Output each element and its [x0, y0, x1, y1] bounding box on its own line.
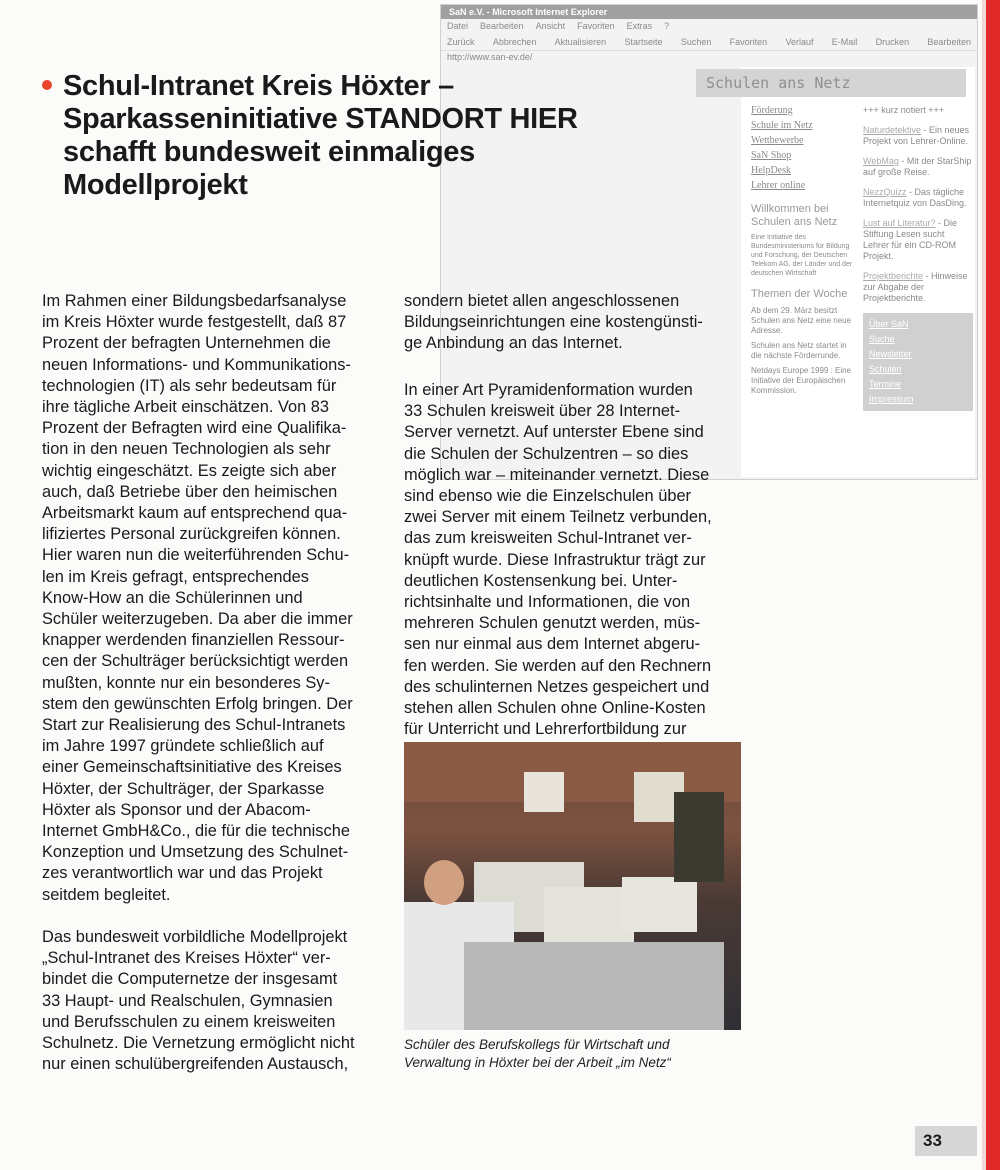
browser-menu — [441, 19, 977, 34]
browser-toolbar — [441, 34, 977, 51]
site-news-item: WebMag - Mit der StarShip auf große Reise. — [863, 156, 972, 177]
site-nav-link: HelpDesk — [751, 165, 791, 176]
headline-line: schafft bundesweit einmaliges — [63, 136, 475, 168]
body-paragraph-2: Das bundesweit vorbildliche Modellprojekt „Schul-Intranet des Kreises Höxter“ ver- bindet die Computernetze der insgesamt 33 Haupt- und Realschulen, Gymnasien und Berufsschulen zu einem kreisweiten Schulnetz. Die Vernetzung ermöglicht nicht nur einen schulübergreifenden Austausch, — [42, 928, 355, 1074]
page-number: 33 — [915, 1126, 977, 1156]
site-news — [863, 105, 973, 411]
site-theme: Schulen ans Netz startet in die nächste Förderrunde. — [751, 341, 847, 360]
site-news-item: Naturdetektive - Ein neues Projekt von Lehrer-Online. — [863, 125, 970, 146]
headline-line: Sparkasseninitiative STANDORT HIER — [63, 103, 578, 135]
site-theme: Ab dem 29. März besitzt Schulen ans Netz eine neue Adresse. — [751, 306, 852, 335]
browser-tool: Aktualisieren — [554, 37, 607, 47]
caption-line: Schüler des Berufskollegs für Wirtschaft und — [404, 1037, 670, 1052]
browser-tool: Verlauf — [785, 37, 814, 47]
headline-line: Schul-Intranet Kreis Höxter – — [63, 70, 454, 102]
site-main — [751, 105, 856, 396]
browser-menu-item: ? — [664, 21, 670, 31]
site-theme: Netdays Europe 1999 : Eine Initiative der Europäischen Kommission. — [751, 366, 852, 395]
body-paragraph-3: sondern bietet allen angeschlossenen Bildungseinrichtungen eine kostengünsti- ge Anbindung an das Internet. — [404, 292, 703, 353]
browser-tool: Drucken — [875, 37, 910, 47]
browser-tool: Zurück — [447, 37, 475, 47]
site-news-item: Lust auf Literatur? - Die Stiftung Lesen sucht Lehrer für ein CD-ROM Projekt. — [863, 218, 958, 261]
headline-line: Modellprojekt — [63, 169, 248, 201]
site-nav-link: Lehrer online — [751, 180, 806, 191]
site-nav-link: Förderung — [751, 105, 793, 116]
site-banner-title: Schulen ans Netz — [706, 74, 851, 92]
photo-caption — [404, 1036, 671, 1072]
site-nav — [751, 105, 856, 191]
browser-tool: Favoriten — [729, 37, 768, 47]
photo-desk — [464, 942, 724, 1030]
browser-tool: Abbrechen — [492, 37, 537, 47]
site-news-title: +++ kurz notiert +++ — [863, 105, 945, 115]
site-nav-link: Wettbewerbe — [751, 135, 804, 146]
body-paragraph-4: In einer Art Pyramidenformation wurden 33 Schulen kreisweit über 28 Internet- Server vernetzt. Auf unterster Ebene sind die Schulen der Schulzentren – so dies möglich war – miteinander vernetzt. Diese sind ebenso wie die Einzelschulen über zwei Server mit einem Teilnetz verbunden, das zum kreisweiten Schul-Intranet ver- knüpft wurde. Diese Infrastruktur trägt zur deutlichen Kostensenkung bei. Unter- richtsinhalte und Informationen, die von mehreren Schulen genutzt werden, müs- sen nur einmal aus dem Internet abgeru- fen werden. Sie werden auf den Rechnern des schulinternen Netzes gespeichert und stehen allen Schulen ohne Online-Kosten für Unterricht und Lehrerfortbildung zur — [404, 381, 712, 739]
photo-student-head — [424, 860, 464, 905]
browser-title: SaN e.V. - Microsoft Internet Explorer — [441, 5, 977, 19]
photo-teacher — [674, 792, 724, 882]
site-news-item: NezzQuizz - Das tägliche Internetquiz von DasDing. — [863, 187, 967, 208]
site-intro: Eine Initiative des Bundesministeriums für Bildung und Forschung, der Deutschen Telekom AG, der Länder und der deutschen Wirtschaft — [751, 234, 853, 277]
site-nav-link: Schule im Netz — [751, 120, 813, 131]
site-right-nav: Über SaN Suche Newsletter Schulen Termine Impressum — [863, 313, 973, 411]
site-welcome: Willkommen bei Schulen ans Netz — [751, 203, 838, 228]
red-side-stripe — [986, 0, 1000, 1170]
browser-menu-item: Favoriten — [577, 21, 615, 31]
photo-poster — [524, 772, 564, 812]
body-paragraph-1: Im Rahmen einer Bildungsbedarfsanalyse im Kreis Höxter wurde festgestellt, daß 87 Prozent der befragten Unternehmen die neuen Informations- und Kommunikations- technologien (IT) als sehr bedeutsam für ihre tägliche Arbeit einschätzen. Von 83 Prozent der Befragten wird eine Qualifika- tion in den neuen Technologien als sehr wichtig eingeschätzt. Es zeigte sich aber auch, daß Betriebe über den heimischen Arbeitsmarkt kaum auf entsprechend qua- lifiziertes Personal zurückgreifen können. Hier waren nun die weiterführenden Schu- len im Kreis gefragt, entsprechendes Know-How an die Schülerinnen und Schüler weiterzugeben. Da aber die immer knapper werdenden finanziellen Ressour- cen der Schulträger berücksichtigt werden mußten, konnte nur ein besonderes Sy- stem den gewünschten Erfolg bringen. Der Start zur Realisierung des Schul-Intranets im Jahre 1997 gründete schließlich auf einer Gemeinschaftsinitiative des Kreises Höxter, der Schulträger, der Sparkasse Höxter als Sponsor und der Abacom- Internet GmbH&Co., die für die technische Konzeption und Umsetzung des Schulnet- zes verantwortlich war und das Projekt seitdem begleitet. — [42, 292, 353, 904]
classroom-photo — [404, 742, 741, 1030]
headline-bullet-icon — [42, 80, 52, 90]
browser-menu-item: Ansicht — [535, 21, 566, 31]
browser-menu-item: Datei — [447, 21, 469, 31]
caption-line: Verwaltung in Höxter bei der Arbeit „im Netz“ — [404, 1055, 671, 1070]
browser-tool: Suchen — [680, 37, 712, 47]
browser-menu-item: Bearbeiten — [480, 21, 524, 31]
browser-address: http://www.san-ev.de/ — [447, 52, 533, 62]
site-themes-title: Themen der Woche — [751, 288, 848, 300]
photo-monitor — [622, 877, 697, 932]
site-news-item: Projektberichte - Hinweise zur Abgabe der Projektberichte. — [863, 271, 968, 303]
site-banner — [696, 69, 966, 97]
headline — [63, 70, 578, 202]
browser-tool: E-Mail — [831, 37, 858, 47]
site-nav-link: SaN Shop — [751, 150, 792, 161]
browser-tool: Bearbeiten — [927, 37, 971, 47]
browser-menu-item: Extras — [626, 21, 653, 31]
browser-tool: Startseite — [624, 37, 663, 47]
